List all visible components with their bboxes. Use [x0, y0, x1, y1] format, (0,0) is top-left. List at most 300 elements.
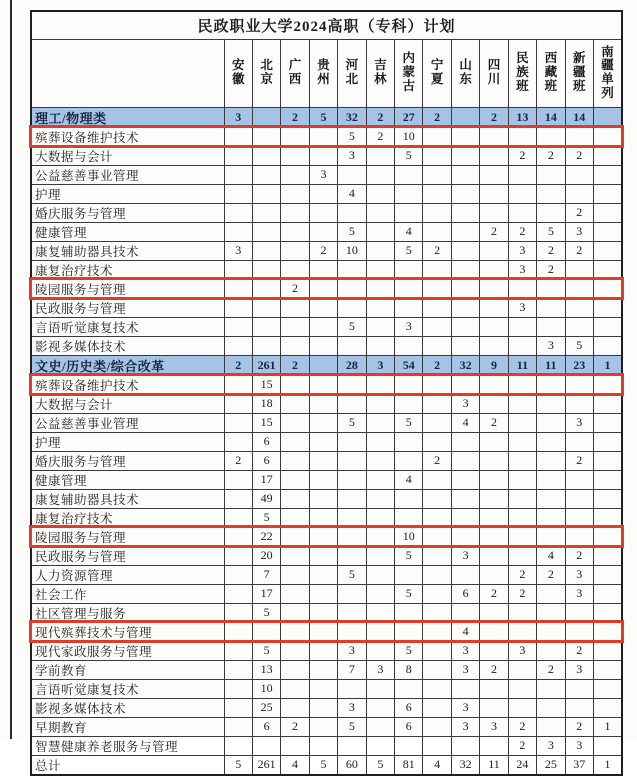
plan-count-cell: 32: [338, 107, 366, 127]
plan-count-cell: [338, 679, 366, 698]
plan-count-cell: 15: [252, 375, 280, 394]
column-header: 广 西: [281, 39, 309, 107]
plan-count-cell: [593, 375, 622, 394]
plan-count-cell: [224, 470, 252, 489]
plan-count-cell: [366, 317, 394, 336]
plan-count-cell: [565, 394, 593, 413]
plan-count-cell: 2: [480, 660, 508, 679]
plan-count-cell: 25: [252, 698, 280, 717]
plan-count-cell: [395, 451, 423, 470]
plan-count-cell: [281, 736, 309, 755]
plan-count-cell: [224, 146, 252, 165]
plan-count-cell: [366, 165, 394, 184]
plan-count-cell: [593, 527, 622, 546]
plan-count-cell: 3: [451, 394, 479, 413]
plan-count-cell: [537, 394, 565, 413]
plan-count-cell: [224, 546, 252, 565]
major-row: [31, 527, 622, 546]
plan-count-cell: [537, 165, 565, 184]
plan-count-cell: [338, 470, 366, 489]
plan-count-cell: [565, 165, 593, 184]
plan-count-cell: [338, 298, 366, 317]
row-label: 影视多媒体技术: [31, 698, 224, 717]
plan-count-cell: [395, 622, 423, 641]
major-row: [31, 336, 622, 355]
plan-count-cell: 2: [281, 355, 309, 375]
plan-count-cell: [252, 298, 280, 317]
plan-count-cell: [309, 546, 337, 565]
row-label: 陵园服务与管理: [31, 279, 224, 298]
plan-count-cell: [224, 165, 252, 184]
plan-count-cell: [423, 641, 451, 660]
plan-count-cell: [224, 508, 252, 527]
plan-count-cell: 3: [338, 698, 366, 717]
plan-count-cell: 10: [252, 679, 280, 698]
plan-count-cell: [451, 508, 479, 527]
plan-count-cell: [281, 641, 309, 660]
plan-count-cell: [565, 698, 593, 717]
plan-count-cell: [593, 736, 622, 755]
plan-count-cell: 49: [252, 489, 280, 508]
enrollment-plan-table: [30, 10, 623, 776]
plan-count-cell: [366, 375, 394, 394]
plan-count-cell: [366, 470, 394, 489]
plan-count-cell: [508, 660, 536, 679]
plan-count-cell: [451, 565, 479, 584]
column-header: 四 川: [480, 39, 508, 107]
plan-count-cell: [480, 146, 508, 165]
row-label: 现代家政服务与管理: [31, 641, 224, 660]
plan-count-cell: [338, 336, 366, 355]
plan-count-cell: [451, 107, 479, 127]
column-header: 山 东: [451, 39, 479, 107]
plan-count-cell: 2: [480, 413, 508, 432]
plan-count-cell: [508, 394, 536, 413]
plan-count-cell: 261: [252, 755, 280, 775]
plan-count-cell: 2: [565, 451, 593, 470]
plan-count-cell: 2: [281, 279, 309, 298]
row-label: 康复辅助器具技术: [31, 489, 224, 508]
plan-count-cell: 5: [338, 565, 366, 584]
plan-count-cell: [537, 375, 565, 394]
plan-count-cell: [451, 222, 479, 241]
plan-count-cell: 2: [508, 222, 536, 241]
plan-count-cell: [338, 508, 366, 527]
column-header: 新 疆 班: [565, 39, 593, 107]
plan-count-cell: [593, 394, 622, 413]
plan-table-body: [31, 107, 622, 775]
plan-count-cell: 2: [423, 355, 451, 375]
plan-count-cell: 3: [451, 717, 479, 736]
plan-count-cell: 4: [281, 755, 309, 775]
plan-count-cell: [537, 432, 565, 451]
plan-count-cell: [224, 622, 252, 641]
plan-count-cell: 3: [451, 660, 479, 679]
plan-count-cell: [395, 489, 423, 508]
plan-count-cell: 2: [366, 127, 394, 146]
plan-count-cell: [366, 546, 394, 565]
plan-count-cell: [281, 584, 309, 603]
plan-count-cell: 2: [537, 260, 565, 279]
plan-count-cell: [480, 375, 508, 394]
plan-count-cell: [281, 698, 309, 717]
plan-count-cell: [309, 317, 337, 336]
plan-count-cell: [423, 222, 451, 241]
plan-count-cell: [281, 565, 309, 584]
plan-count-cell: 2: [480, 584, 508, 603]
major-row: [31, 279, 622, 298]
plan-count-cell: [565, 622, 593, 641]
plan-count-cell: 17: [252, 584, 280, 603]
plan-count-cell: [366, 298, 394, 317]
plan-count-cell: [309, 298, 337, 317]
plan-count-cell: [593, 107, 622, 127]
plan-count-cell: [593, 413, 622, 432]
plan-count-cell: 2: [565, 717, 593, 736]
plan-count-cell: 3: [565, 736, 593, 755]
plan-count-cell: [593, 165, 622, 184]
plan-count-cell: [309, 336, 337, 355]
plan-count-cell: [480, 317, 508, 336]
column-header: 民 族 班: [508, 39, 536, 107]
plan-count-cell: [366, 394, 394, 413]
plan-count-cell: 2: [309, 241, 337, 260]
plan-count-cell: [480, 241, 508, 260]
plan-count-cell: 4: [395, 222, 423, 241]
plan-count-cell: [395, 394, 423, 413]
plan-count-cell: [508, 317, 536, 336]
plan-count-cell: [252, 203, 280, 222]
plan-count-cell: [593, 679, 622, 698]
plan-count-cell: [395, 298, 423, 317]
plan-count-cell: [508, 603, 536, 622]
plan-count-cell: [423, 736, 451, 755]
plan-count-cell: 2: [281, 717, 309, 736]
plan-count-cell: [309, 641, 337, 660]
plan-count-cell: [338, 603, 366, 622]
plan-count-cell: [309, 679, 337, 698]
major-row: [31, 241, 622, 260]
plan-count-cell: [480, 489, 508, 508]
plan-count-cell: 4: [451, 622, 479, 641]
plan-count-cell: 2: [281, 107, 309, 127]
plan-count-cell: [508, 489, 536, 508]
major-row: [31, 298, 622, 317]
plan-count-cell: 5: [395, 641, 423, 660]
plan-count-cell: [423, 127, 451, 146]
row-label: 婚庆服务与管理: [31, 451, 224, 470]
row-label: 康复辅助器具技术: [31, 241, 224, 260]
major-row: [31, 222, 622, 241]
major-row: [31, 584, 622, 603]
plan-count-cell: 3: [451, 698, 479, 717]
column-header: 河 北: [338, 39, 366, 107]
plan-count-cell: [537, 451, 565, 470]
row-label: 言语听觉康复技术: [31, 317, 224, 336]
column-header-row: [31, 39, 622, 107]
plan-count-cell: 6: [252, 717, 280, 736]
plan-count-cell: [451, 279, 479, 298]
plan-count-cell: [565, 317, 593, 336]
plan-count-cell: 2: [366, 107, 394, 127]
plan-count-cell: 5: [565, 336, 593, 355]
row-label: 社区管理与服务: [31, 603, 224, 622]
plan-count-cell: [480, 260, 508, 279]
plan-count-cell: [224, 184, 252, 203]
plan-count-cell: [224, 660, 252, 679]
row-label: 民政服务与管理: [31, 546, 224, 565]
plan-count-cell: 13: [252, 660, 280, 679]
plan-count-cell: [480, 603, 508, 622]
plan-count-cell: [366, 184, 394, 203]
section-header-row: [31, 107, 622, 127]
plan-count-cell: 6: [395, 717, 423, 736]
plan-count-cell: [281, 432, 309, 451]
plan-count-cell: [309, 489, 337, 508]
plan-count-cell: 2: [508, 736, 536, 755]
plan-count-cell: [508, 127, 536, 146]
plan-count-cell: 3: [565, 222, 593, 241]
plan-count-cell: [423, 565, 451, 584]
plan-count-cell: [281, 127, 309, 146]
row-label: 康复治疗技术: [31, 260, 224, 279]
plan-count-cell: [281, 470, 309, 489]
plan-count-cell: [309, 432, 337, 451]
plan-count-cell: 10: [395, 527, 423, 546]
plan-count-cell: 6: [252, 451, 280, 470]
plan-count-cell: [537, 508, 565, 527]
plan-count-cell: [252, 241, 280, 260]
column-header: 南 疆 单 列: [593, 39, 622, 107]
plan-count-cell: [451, 260, 479, 279]
plan-count-cell: [537, 127, 565, 146]
plan-count-cell: [537, 184, 565, 203]
row-label: 健康管理: [31, 222, 224, 241]
plan-count-cell: [366, 736, 394, 755]
plan-count-cell: [423, 622, 451, 641]
plan-count-cell: [508, 165, 536, 184]
row-label: 总计: [31, 755, 224, 775]
plan-count-cell: [480, 184, 508, 203]
plan-count-cell: [480, 165, 508, 184]
plan-count-cell: [395, 165, 423, 184]
total-row: [31, 755, 622, 775]
plan-count-cell: [537, 489, 565, 508]
row-label: 民政服务与管理: [31, 298, 224, 317]
section-header-row: [31, 355, 622, 375]
table-title: 民政职业大学2024高职（专科）计划: [31, 11, 622, 39]
plan-count-cell: [366, 603, 394, 622]
plan-count-cell: [281, 489, 309, 508]
plan-count-cell: [537, 698, 565, 717]
row-label: 理工/物理类: [31, 107, 224, 127]
plan-count-cell: [423, 584, 451, 603]
plan-count-cell: [309, 584, 337, 603]
plan-count-cell: 5: [537, 222, 565, 241]
plan-count-cell: [395, 260, 423, 279]
plan-count-cell: [309, 127, 337, 146]
plan-count-cell: 2: [565, 146, 593, 165]
plan-count-cell: 2: [565, 641, 593, 660]
plan-count-cell: 18: [252, 394, 280, 413]
plan-count-cell: 1: [593, 717, 622, 736]
plan-count-cell: [281, 241, 309, 260]
plan-count-cell: [281, 679, 309, 698]
plan-count-cell: 2: [423, 107, 451, 127]
plan-count-cell: [423, 413, 451, 432]
plan-count-cell: [565, 489, 593, 508]
plan-count-cell: 3: [508, 241, 536, 260]
plan-count-cell: [480, 565, 508, 584]
plan-count-cell: 9: [480, 355, 508, 375]
plan-count-cell: [252, 317, 280, 336]
plan-count-cell: [565, 432, 593, 451]
plan-count-cell: 6: [252, 432, 280, 451]
plan-count-cell: [537, 317, 565, 336]
plan-count-cell: 11: [537, 355, 565, 375]
plan-count-cell: 25: [537, 755, 565, 775]
plan-count-cell: [451, 736, 479, 755]
plan-count-cell: [593, 489, 622, 508]
plan-count-cell: 27: [395, 107, 423, 127]
major-row: [31, 508, 622, 527]
plan-count-cell: [508, 527, 536, 546]
row-label: 护理: [31, 184, 224, 203]
plan-count-cell: [508, 413, 536, 432]
row-label: 文史/历史类/综合改革: [31, 355, 224, 375]
row-label: 殡葬设备维护技术: [31, 375, 224, 394]
plan-count-cell: [423, 184, 451, 203]
plan-count-cell: [309, 203, 337, 222]
plan-count-cell: [451, 336, 479, 355]
plan-count-cell: [593, 317, 622, 336]
plan-count-cell: [593, 470, 622, 489]
plan-count-cell: [338, 394, 366, 413]
plan-count-cell: 5: [338, 717, 366, 736]
plan-count-cell: [423, 260, 451, 279]
plan-count-cell: [366, 279, 394, 298]
plan-count-cell: 3: [451, 546, 479, 565]
plan-count-cell: 2: [508, 584, 536, 603]
plan-count-cell: [309, 603, 337, 622]
plan-count-cell: 6: [395, 698, 423, 717]
plan-count-cell: [338, 451, 366, 470]
plan-count-cell: [338, 375, 366, 394]
plan-count-cell: [338, 527, 366, 546]
plan-count-cell: [508, 203, 536, 222]
plan-count-cell: 3: [224, 107, 252, 127]
plan-count-cell: [309, 470, 337, 489]
major-row: [31, 432, 622, 451]
plan-count-cell: [395, 203, 423, 222]
major-row: [31, 146, 622, 165]
plan-count-cell: 2: [423, 241, 451, 260]
plan-count-cell: [366, 508, 394, 527]
plan-count-cell: [423, 717, 451, 736]
plan-count-cell: 3: [565, 413, 593, 432]
plan-count-cell: 4: [338, 184, 366, 203]
plan-count-cell: 3: [366, 660, 394, 679]
plan-count-cell: 2: [423, 451, 451, 470]
plan-count-cell: [423, 470, 451, 489]
plan-count-cell: [537, 679, 565, 698]
plan-count-cell: 32: [451, 755, 479, 775]
plan-count-cell: [338, 489, 366, 508]
major-row: [31, 375, 622, 394]
plan-count-cell: [480, 698, 508, 717]
plan-count-cell: [593, 432, 622, 451]
plan-count-cell: [224, 679, 252, 698]
major-row: [31, 736, 622, 755]
plan-count-cell: 3: [309, 165, 337, 184]
major-row: [31, 165, 622, 184]
plan-count-cell: [593, 565, 622, 584]
plan-count-cell: 7: [338, 660, 366, 679]
plan-count-cell: [508, 279, 536, 298]
plan-count-cell: [224, 603, 252, 622]
plan-count-cell: [281, 298, 309, 317]
plan-count-cell: [451, 527, 479, 546]
plan-count-cell: 15: [252, 413, 280, 432]
plan-count-cell: [224, 317, 252, 336]
row-label: 智慧健康养老服务与管理: [31, 736, 224, 755]
plan-count-cell: [423, 546, 451, 565]
row-label: 殡葬设备维护技术: [31, 127, 224, 146]
column-header: 吉 林: [366, 39, 394, 107]
plan-count-cell: [224, 584, 252, 603]
plan-count-cell: 5: [395, 584, 423, 603]
plan-count-cell: [252, 107, 280, 127]
plan-count-cell: [281, 336, 309, 355]
plan-count-cell: [565, 127, 593, 146]
plan-count-cell: 14: [537, 107, 565, 127]
row-label: 公益慈善事业管理: [31, 165, 224, 184]
plan-count-cell: [281, 260, 309, 279]
plan-count-cell: [451, 146, 479, 165]
plan-count-cell: [281, 660, 309, 679]
plan-count-cell: [366, 146, 394, 165]
plan-count-cell: 4: [395, 470, 423, 489]
plan-count-cell: [309, 660, 337, 679]
major-row: [31, 260, 622, 279]
plan-count-cell: [593, 508, 622, 527]
plan-count-cell: [480, 127, 508, 146]
plan-count-cell: [281, 184, 309, 203]
plan-count-cell: [451, 489, 479, 508]
plan-count-cell: [281, 222, 309, 241]
plan-count-cell: [508, 432, 536, 451]
plan-count-cell: [480, 394, 508, 413]
row-label: 公益慈善事业管理: [31, 413, 224, 432]
plan-count-cell: [565, 603, 593, 622]
plan-count-cell: [309, 508, 337, 527]
plan-count-cell: [395, 432, 423, 451]
major-row: [31, 317, 622, 336]
plan-count-cell: [309, 260, 337, 279]
plan-count-cell: [537, 622, 565, 641]
plan-count-cell: [508, 184, 536, 203]
plan-count-cell: 5: [395, 146, 423, 165]
plan-count-cell: [309, 622, 337, 641]
plan-count-cell: [423, 527, 451, 546]
row-label-header: [31, 39, 224, 107]
plan-count-cell: 28: [338, 355, 366, 375]
column-header: 贵 州: [309, 39, 337, 107]
plan-count-cell: [395, 736, 423, 755]
plan-count-cell: [423, 279, 451, 298]
plan-count-cell: [423, 298, 451, 317]
row-label: 护理: [31, 432, 224, 451]
